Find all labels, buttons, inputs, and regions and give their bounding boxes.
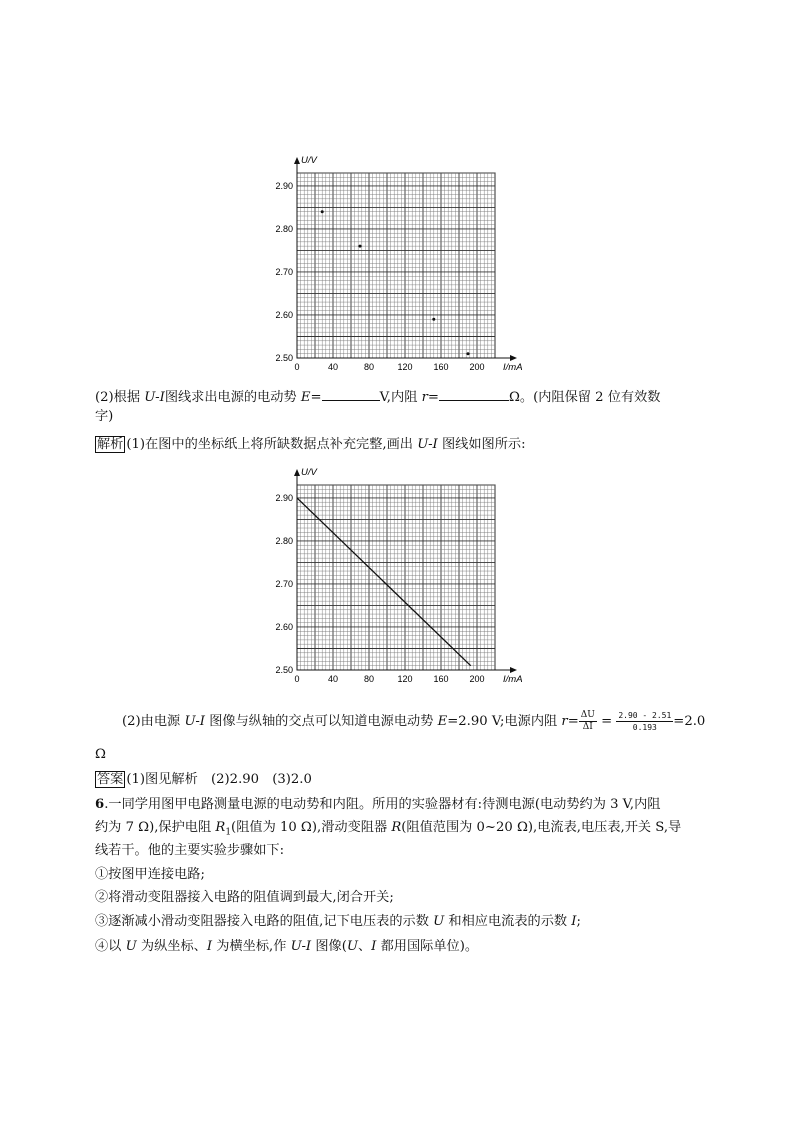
answer-line xyxy=(95,771,312,789)
y-tick-label: 2.80 xyxy=(275,223,293,234)
q6-step-1: ①按图甲连接电路; xyxy=(95,867,205,882)
chart-2-grid xyxy=(297,485,495,670)
s4-d: 图像( xyxy=(311,939,347,954)
q2-ui: U-I xyxy=(144,390,165,405)
q2-v-unit: V,内阻 xyxy=(379,390,422,405)
derivation-line xyxy=(122,710,705,733)
s4-e: 、 xyxy=(357,939,372,954)
q6-step-2: ②将滑动变阻器接入电路的阻值调到最大,闭合开关; xyxy=(95,890,394,905)
x-tick-label: 40 xyxy=(327,362,339,372)
s4-a: ④以 xyxy=(95,939,126,954)
y-tick-label: 2.70 xyxy=(275,266,293,277)
delta-i: ΔI xyxy=(582,722,593,732)
s4-u: U xyxy=(125,939,137,954)
q2-r-symbol: r xyxy=(421,390,428,405)
q2-mid: 图线求出电源的电动势 xyxy=(164,390,301,405)
data-point xyxy=(359,245,362,248)
y-tick-label: 2.60 xyxy=(275,309,293,320)
q6-l2-a: 约为 7 Ω),保护电阻 xyxy=(95,820,216,835)
s3-u: U xyxy=(433,914,445,929)
question-2-text xyxy=(95,387,661,407)
analysis-ui: U-I xyxy=(417,437,438,452)
value-numerator: 2.90 - 2.51 xyxy=(618,711,672,720)
value-fraction xyxy=(616,710,673,733)
q2-e-symbol: E xyxy=(300,390,311,405)
y-tick-label: 2.90 xyxy=(275,492,293,503)
deriv-r: r xyxy=(561,714,568,729)
y-tick-label: 2.90 xyxy=(275,180,293,191)
chart-1-grid xyxy=(297,173,495,358)
q6-step-3 xyxy=(95,913,581,931)
ohm-unit: Ω xyxy=(95,747,106,762)
q6-number: 6 xyxy=(95,797,105,812)
analysis-text-a: (1)在图中的坐标纸上将所缺数据点补充完整,画出 xyxy=(126,437,418,452)
q6-r1: R xyxy=(215,820,226,835)
x-tick-label: 200 xyxy=(469,362,485,372)
deriv-e: E xyxy=(437,714,448,729)
s4-i2: I xyxy=(371,939,377,954)
y-tick-label: 2.70 xyxy=(275,578,293,589)
data-point xyxy=(467,352,470,355)
x-axis-label: I/mA xyxy=(503,674,523,685)
s4-ui: U-I xyxy=(290,939,312,954)
x-tick-label: 160 xyxy=(433,362,449,372)
analysis-tag: 解析 xyxy=(97,437,124,452)
q6-line-1 xyxy=(95,796,660,814)
data-point xyxy=(321,210,324,213)
q6-step-4 xyxy=(95,938,478,956)
x-tick-label: 200 xyxy=(469,674,485,684)
y-tick-label: 2.80 xyxy=(275,535,293,546)
y-axis-label: U/V xyxy=(301,467,317,478)
x-tick-label: 80 xyxy=(363,362,375,372)
deriv-b: 图像与纵轴的交点可以知道电源电动势 xyxy=(205,714,438,729)
s3-i: I xyxy=(571,914,577,929)
deriv-eq: = xyxy=(596,714,617,729)
q2-eq1: = xyxy=(310,390,322,405)
deriv-d: = xyxy=(567,714,579,729)
q6-l2-c: (阻值范围为 0~20 Ω),电流表,电压表,开关 S,导 xyxy=(401,820,682,835)
deriv-a: (2)由电源 xyxy=(122,714,185,729)
deriv-result: =2.0 xyxy=(673,714,706,729)
delta-fraction xyxy=(579,710,597,733)
s3-a: ③逐渐减小滑动变阻器接入电路的阻值,记下电压表的示数 xyxy=(95,914,434,929)
q6-line-3: 线若干。他的主要实验步骤如下: xyxy=(95,843,285,858)
s4-c: 为横坐标,作 xyxy=(212,939,291,954)
analysis-text-b: 图线如图所示: xyxy=(437,437,526,452)
s4-b: 为纵坐标、 xyxy=(136,939,207,954)
chart-1-data-points xyxy=(262,148,524,378)
question-2-text-cont: 字) xyxy=(95,409,114,424)
s4-f: 都用国际单位)。 xyxy=(376,939,479,954)
answer-tag: 答案 xyxy=(97,772,124,787)
q6-line-2 xyxy=(95,819,681,842)
s3-c: ; xyxy=(576,914,581,929)
x-axis-label: I/mA xyxy=(503,362,523,373)
deriv-c: =2.90 V;电源内阻 xyxy=(447,714,562,729)
data-point xyxy=(432,318,435,321)
x-tick-label: 160 xyxy=(433,674,449,684)
q6-line1-text: .一同学用图甲电路测量电源的电动势和内阻。所用的实验器材有:待测电源(电动势约为 3 V,内阻 xyxy=(104,797,661,812)
q2-eq2: = xyxy=(427,390,439,405)
x-tick-label: 0 xyxy=(294,674,300,684)
s4-i: I xyxy=(206,939,213,954)
x-tick-label: 80 xyxy=(363,674,375,684)
s4-u2: U xyxy=(346,939,358,954)
q2-prefix: (2)根据 xyxy=(95,390,145,405)
delta-u: ΔU xyxy=(580,710,595,720)
answer-text: (1)图见解析 (2)2.90 (3)2.0 xyxy=(126,772,312,787)
emf-answer-blank[interactable] xyxy=(322,387,380,401)
q6-r: R xyxy=(391,820,402,835)
value-denominator: 0.193 xyxy=(632,723,657,732)
y-tick-label: 2.60 xyxy=(275,621,293,632)
y-axis-label: U/V xyxy=(301,155,317,166)
q2-tail: Ω。(内阻保留 2 位有效数 xyxy=(508,390,661,405)
s3-b: 和相应电流表的示数 xyxy=(444,914,572,929)
x-tick-label: 120 xyxy=(397,674,413,684)
q6-r1-sub: 1 xyxy=(225,827,232,838)
deriv-ui: U-I xyxy=(184,714,205,729)
y-tick-label: 2.50 xyxy=(275,353,293,363)
x-tick-label: 0 xyxy=(294,362,300,372)
x-tick-label: 120 xyxy=(397,362,413,372)
y-tick-label: 2.50 xyxy=(275,665,293,675)
resistance-answer-blank[interactable] xyxy=(439,387,509,401)
q6-l2-b: (阻值为 10 Ω),滑动变阻器 xyxy=(231,820,392,835)
analysis-line xyxy=(95,436,526,454)
chart-2-ui-line xyxy=(262,460,524,690)
x-tick-label: 40 xyxy=(327,674,339,684)
